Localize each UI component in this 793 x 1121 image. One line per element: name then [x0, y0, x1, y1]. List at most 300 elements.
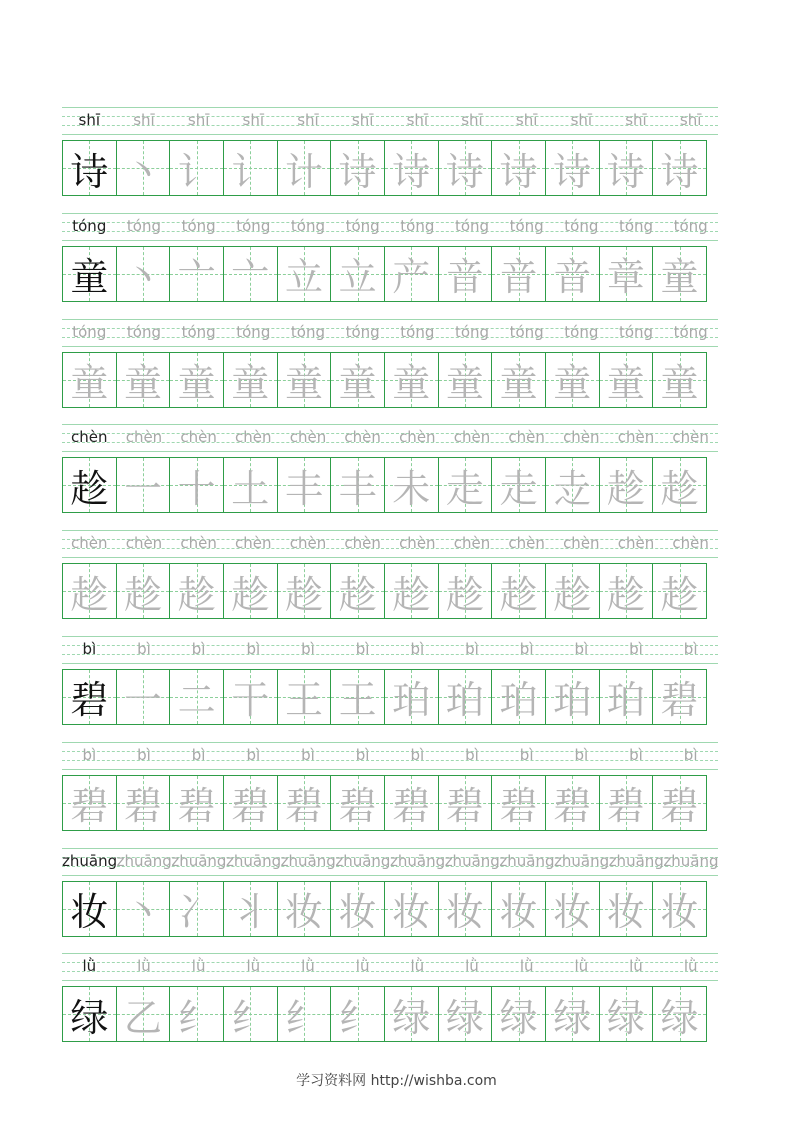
tianzige-cell: [652, 563, 707, 619]
pinyin-label: bì: [82, 745, 97, 764]
pinyin-label: chèn: [235, 428, 272, 447]
pinyin-label: bì: [355, 745, 370, 764]
pinyin-label: zhuāng: [171, 851, 227, 870]
trace-character: 童: [177, 361, 216, 406]
trace-character: 章: [606, 255, 645, 300]
pinyin-label: tóng: [509, 216, 544, 235]
pinyin-label: chèn: [289, 428, 327, 447]
trace-character: 王: [284, 678, 323, 723]
trace-character: 亠: [177, 255, 216, 300]
practice-row: [62, 211, 718, 317]
pinyin-label: bì: [465, 639, 479, 658]
pinyin-label: bì: [191, 745, 206, 764]
tianzige-cell: [599, 986, 654, 1042]
pinyin-label: bì: [137, 639, 151, 658]
model-character: 妆: [70, 890, 109, 935]
pinyin-label: lǜ: [137, 957, 151, 976]
tianzige-cell: [62, 669, 117, 725]
trace-character: 珀: [392, 678, 431, 723]
pinyin-label: shī: [515, 111, 538, 129]
trace-character: 趁: [70, 572, 109, 617]
pinyin-label: tóng: [673, 216, 708, 235]
pinyin-label: tóng: [72, 216, 107, 235]
tianzige-cell: [491, 140, 546, 196]
tianzige-row: [62, 140, 718, 196]
trace-character: 童: [70, 361, 109, 406]
pinyin-label: shī: [679, 111, 702, 129]
trace-character: 碧: [553, 784, 592, 829]
pinyin-guide-lines: [62, 317, 718, 347]
pinyin-label: lǜ: [355, 957, 370, 976]
trace-character: 绿: [606, 995, 645, 1040]
pinyin-label: tóng: [618, 322, 654, 341]
pinyin-label: bì: [301, 639, 315, 658]
tianzige-cell: [223, 669, 278, 725]
pinyin-label: tóng: [126, 216, 161, 235]
tianzige-cell: [169, 457, 224, 513]
trace-character: 童: [660, 255, 699, 300]
pinyin-guide-lines: [62, 740, 718, 770]
trace-character: 亠: [231, 255, 270, 300]
pinyin-label: chèn: [508, 534, 545, 553]
pinyin-label: chèn: [125, 428, 163, 447]
practice-row: [62, 105, 718, 211]
tianzige-cell: [545, 669, 600, 725]
tianzige-cell: [652, 881, 707, 937]
trace-character: 童: [553, 361, 592, 406]
pinyin-guide-lines: [62, 211, 718, 241]
tianzige-cell: [491, 986, 546, 1042]
pinyin-label: bì: [355, 639, 370, 658]
trace-character: 讠: [231, 149, 270, 194]
tianzige-cell: [277, 140, 332, 196]
pinyin-label: chèn: [563, 534, 600, 553]
trace-character: 一: [123, 466, 162, 511]
practice-row: [62, 846, 718, 952]
pinyin-label: tóng: [236, 216, 271, 235]
pinyin-label: chèn: [617, 428, 655, 447]
tianzige-cell: [116, 352, 171, 408]
pinyin-label: chèn: [344, 534, 381, 553]
practice-row: [62, 422, 718, 528]
tianzige-cell: [545, 246, 600, 302]
tianzige-cell: [652, 986, 707, 1042]
practice-row: [62, 951, 718, 1057]
tianzige-cell: [599, 563, 654, 619]
pinyin-label: tóng: [400, 322, 435, 341]
pinyin-label: lǜ: [465, 957, 479, 976]
pinyin-label: zhuāng: [116, 851, 172, 870]
pinyin-label: bì: [683, 745, 698, 764]
tianzige-cell: [277, 986, 332, 1042]
trace-character: 诗: [660, 149, 699, 194]
pinyin-label: shī: [187, 111, 210, 129]
tianzige-cell: [277, 775, 332, 831]
trace-character: 绿: [445, 995, 484, 1040]
pinyin-label: shī: [406, 111, 429, 129]
trace-character: 童: [445, 361, 484, 406]
pinyin-label: chèn: [180, 428, 217, 447]
trace-character: 干: [231, 678, 270, 723]
trace-character: 趁: [660, 466, 699, 511]
pinyin-label: shī: [133, 111, 155, 129]
trace-character: 趁: [392, 572, 431, 617]
pinyin-label: zhuāng: [444, 851, 500, 870]
tianzige-cell: [491, 246, 546, 302]
tianzige-cell: [652, 669, 707, 725]
tianzige-cell: [62, 457, 117, 513]
tianzige-cell: [599, 457, 654, 513]
trace-character: 未: [392, 466, 431, 511]
model-character: 诗: [70, 149, 109, 194]
tianzige-cell: [116, 140, 171, 196]
tianzige-cell: [223, 140, 278, 196]
trace-character: 珀: [553, 678, 592, 723]
tianzige-cell: [330, 140, 385, 196]
pinyin-label: bì: [683, 639, 698, 658]
trace-character: 诗: [338, 149, 377, 194]
pinyin-label: bì: [574, 639, 589, 658]
pinyin-label: chèn: [71, 428, 108, 447]
trace-character: 趁: [660, 572, 699, 617]
tianzige-row: [62, 246, 718, 302]
trace-character: 碧: [660, 678, 699, 723]
pinyin-label: lǜ: [191, 957, 206, 976]
pinyin-label: bì: [629, 639, 643, 658]
trace-character: 碧: [123, 784, 162, 829]
tianzige-cell: [491, 775, 546, 831]
trace-character: 乙: [123, 995, 162, 1040]
tianzige-cell: [330, 563, 385, 619]
trace-character: 立: [284, 255, 323, 300]
tianzige-cell: [438, 140, 493, 196]
trace-character: 妆: [499, 890, 538, 935]
trace-character: 产: [392, 255, 431, 300]
tianzige-cell: [62, 986, 117, 1042]
trace-character: 碧: [392, 784, 431, 829]
pinyin-guide-lines: [62, 528, 718, 558]
tianzige-cell: [384, 563, 439, 619]
trace-character: 走: [499, 466, 538, 511]
trace-character: 碧: [177, 784, 216, 829]
tianzige-cell: [169, 669, 224, 725]
tianzige-cell: [652, 246, 707, 302]
tianzige-cell: [491, 563, 546, 619]
tianzige-cell: [438, 563, 493, 619]
tianzige-cell: [116, 986, 171, 1042]
trace-character: 走: [445, 466, 484, 511]
pinyin-label: chèn: [563, 428, 600, 447]
pinyin-label: bì: [574, 745, 589, 764]
tianzige-cell: [223, 352, 278, 408]
practice-row: [62, 528, 718, 634]
trace-character: 趁: [606, 466, 645, 511]
model-character: 绿: [70, 995, 109, 1040]
footer-watermark: 学习资料网 http://wishba.com: [296, 1073, 497, 1089]
tianzige-cell: [116, 775, 171, 831]
pinyin-label: bì: [246, 745, 261, 764]
tianzige-cell: [384, 775, 439, 831]
tianzige-cell: [330, 775, 385, 831]
pinyin-label: lǜ: [246, 957, 261, 976]
pinyin-label: zhuāng: [554, 851, 610, 870]
pinyin-label: tóng: [564, 322, 599, 341]
tianzige-cell: [545, 775, 600, 831]
trace-character: 童: [606, 361, 645, 406]
tianzige-cell: [652, 352, 707, 408]
pinyin-label: lǜ: [410, 957, 425, 976]
tianzige-cell: [599, 669, 654, 725]
tianzige-cell: [330, 457, 385, 513]
trace-character: 珀: [499, 678, 538, 723]
pinyin-label: tóng: [400, 216, 435, 235]
pinyin-label: bì: [410, 639, 425, 658]
tianzige-cell: [62, 563, 117, 619]
tianzige-cell: [652, 457, 707, 513]
tianzige-cell: [277, 457, 332, 513]
trace-character: 妆: [284, 890, 323, 935]
trace-character: 王: [338, 678, 377, 723]
tianzige-cell: [384, 986, 439, 1042]
tianzige-cell: [438, 881, 493, 937]
pinyin-label: chèn: [617, 534, 655, 553]
trace-character: 妆: [392, 890, 431, 935]
trace-character: 趁: [606, 572, 645, 617]
pinyin-label: zhuāng: [608, 851, 664, 870]
trace-character: 妆: [553, 890, 592, 935]
trace-character: 妆: [606, 890, 645, 935]
pinyin-label: shī: [297, 111, 319, 129]
tianzige-cell: [169, 986, 224, 1042]
trace-character: 趁: [231, 572, 270, 617]
model-character: 童: [70, 255, 109, 300]
tianzige-cell: [545, 352, 600, 408]
trace-character: 诗: [499, 149, 538, 194]
pinyin-label: shī: [78, 111, 101, 129]
pinyin-label: tóng: [290, 216, 326, 235]
trace-character: 诗: [445, 149, 484, 194]
pinyin-label: chèn: [125, 534, 163, 553]
trace-character: 绿: [660, 995, 699, 1040]
pinyin-label: zhuāng: [226, 851, 282, 870]
trace-character: 童: [392, 361, 431, 406]
tianzige-cell: [491, 457, 546, 513]
tianzige-cell: [384, 881, 439, 937]
trace-character: 音: [499, 255, 538, 300]
pinyin-label: tóng: [345, 322, 380, 341]
trace-character: 童: [284, 361, 323, 406]
pinyin-label: bì: [191, 639, 206, 658]
trace-character: 碧: [231, 784, 270, 829]
tianzige-cell: [116, 457, 171, 513]
tianzige-cell: [652, 140, 707, 196]
trace-character: 绿: [553, 995, 592, 1040]
pinyin-label: bì: [465, 745, 479, 764]
pinyin-label: zhuāng: [663, 851, 719, 870]
pinyin-label: chèn: [180, 534, 217, 553]
pinyin-label: zhuāng: [499, 851, 555, 870]
trace-character: 妆: [445, 890, 484, 935]
pinyin-label: lǜ: [519, 957, 534, 976]
trace-character: 音: [445, 255, 484, 300]
pinyin-label: tóng: [72, 322, 107, 341]
tianzige-cell: [62, 775, 117, 831]
trace-character: 纟: [338, 995, 377, 1040]
trace-character: 讠: [177, 149, 216, 194]
tianzige-cell: [384, 457, 439, 513]
pinyin-label: chèn: [508, 428, 545, 447]
trace-character: 童: [338, 361, 377, 406]
trace-character: 趁: [445, 572, 484, 617]
tianzige-cell: [169, 563, 224, 619]
trace-character: 诗: [392, 149, 431, 194]
pinyin-guide-lines: [62, 105, 718, 135]
trace-character: 计: [284, 149, 323, 194]
tianzige-cell: [599, 246, 654, 302]
tianzige-cell: [545, 986, 600, 1042]
pinyin-label: shī: [242, 111, 265, 129]
tianzige-cell: [438, 352, 493, 408]
pinyin-label: shī: [570, 111, 593, 129]
tianzige-cell: [223, 246, 278, 302]
trace-character: 碧: [445, 784, 484, 829]
tianzige-row: [62, 986, 718, 1042]
pinyin-label: tóng: [126, 322, 161, 341]
tianzige-cell: [545, 563, 600, 619]
trace-character: 赱: [553, 466, 592, 511]
tianzige-cell: [116, 563, 171, 619]
tianzige-cell: [223, 881, 278, 937]
tianzige-cell: [277, 563, 332, 619]
trace-character: 二: [177, 678, 216, 723]
pinyin-label: tóng: [181, 322, 216, 341]
trace-character: 童: [660, 361, 699, 406]
pinyin-label: tóng: [509, 322, 544, 341]
tianzige-cell: [62, 352, 117, 408]
tianzige-cell: [384, 140, 439, 196]
trace-character: 诗: [553, 149, 592, 194]
pinyin-label: zhuāng: [390, 851, 446, 870]
tianzige-cell: [330, 669, 385, 725]
tianzige-row: [62, 775, 718, 831]
trace-character: 碧: [660, 784, 699, 829]
tianzige-cell: [491, 669, 546, 725]
tianzige-cell: [545, 457, 600, 513]
trace-character: 童: [123, 361, 162, 406]
tianzige-cell: [277, 881, 332, 937]
tianzige-cell: [330, 881, 385, 937]
tianzige-cell: [116, 881, 171, 937]
pinyin-label: lǜ: [82, 957, 97, 976]
trace-character: 音: [553, 255, 592, 300]
trace-character: 碧: [606, 784, 645, 829]
tianzige-cell: [62, 140, 117, 196]
tianzige-cell: [545, 881, 600, 937]
pinyin-label: zhuāng: [335, 851, 391, 870]
trace-character: 绿: [499, 995, 538, 1040]
pinyin-label: lǜ: [301, 957, 315, 976]
trace-character: 妆: [338, 890, 377, 935]
tianzige-row: [62, 352, 718, 408]
pinyin-guide-lines: [62, 422, 718, 452]
trace-character: 珀: [606, 678, 645, 723]
tianzige-cell: [116, 669, 171, 725]
pinyin-label: zhuāng: [280, 851, 336, 870]
practice-sheet: [62, 105, 718, 1057]
tianzige-cell: [169, 246, 224, 302]
pinyin-label: shī: [625, 111, 647, 129]
pinyin-label: bì: [519, 745, 534, 764]
trace-character: 童: [231, 361, 270, 406]
practice-row: [62, 740, 718, 846]
tianzige-cell: [223, 563, 278, 619]
trace-character: 碧: [338, 784, 377, 829]
pinyin-guide-lines: [62, 634, 718, 664]
trace-character: 丶: [123, 149, 162, 194]
tianzige-cell: [330, 986, 385, 1042]
tianzige-cell: [169, 140, 224, 196]
trace-character: 丰: [338, 466, 377, 511]
pinyin-label: shī: [461, 111, 483, 129]
tianzige-cell: [277, 669, 332, 725]
pinyin-label: chèn: [453, 534, 491, 553]
trace-character: 丶: [123, 255, 162, 300]
pinyin-label: chèn: [344, 428, 381, 447]
pinyin-label: lǜ: [629, 957, 643, 976]
tianzige-cell: [384, 669, 439, 725]
pinyin-label: chèn: [235, 534, 272, 553]
tianzige-cell: [438, 246, 493, 302]
pinyin-label: lǜ: [683, 957, 698, 976]
trace-character: 趁: [499, 572, 538, 617]
tianzige-cell: [169, 352, 224, 408]
trace-character: 碧: [284, 784, 323, 829]
trace-character: 趁: [338, 572, 377, 617]
pinyin-label: bì: [410, 745, 425, 764]
pinyin-label: bì: [301, 745, 315, 764]
pinyin-label: tóng: [290, 322, 326, 341]
tianzige-cell: [599, 352, 654, 408]
tianzige-cell: [438, 457, 493, 513]
tianzige-cell: [223, 775, 278, 831]
tianzige-cell: [491, 352, 546, 408]
tianzige-row: [62, 669, 718, 725]
pinyin-label: chèn: [672, 534, 709, 553]
trace-character: 趁: [553, 572, 592, 617]
trace-character: 童: [499, 361, 538, 406]
tianzige-cell: [169, 775, 224, 831]
tianzige-cell: [384, 246, 439, 302]
tianzige-cell: [545, 140, 600, 196]
tianzige-cell: [62, 246, 117, 302]
trace-character: 土: [231, 466, 270, 511]
trace-character: 纟: [177, 995, 216, 1040]
pinyin-label: tóng: [673, 322, 708, 341]
pinyin-label: chèn: [453, 428, 491, 447]
trace-character: 绿: [392, 995, 431, 1040]
tianzige-cell: [599, 775, 654, 831]
trace-character: 诗: [606, 149, 645, 194]
pinyin-label: tóng: [564, 216, 599, 235]
tianzige-cell: [438, 986, 493, 1042]
pinyin-label: lǜ: [574, 957, 589, 976]
trace-character: 珀: [445, 678, 484, 723]
practice-row: [62, 317, 718, 423]
tianzige-cell: [599, 881, 654, 937]
trace-character: 纟: [231, 995, 270, 1040]
pinyin-label: chèn: [399, 534, 436, 553]
tianzige-cell: [438, 669, 493, 725]
